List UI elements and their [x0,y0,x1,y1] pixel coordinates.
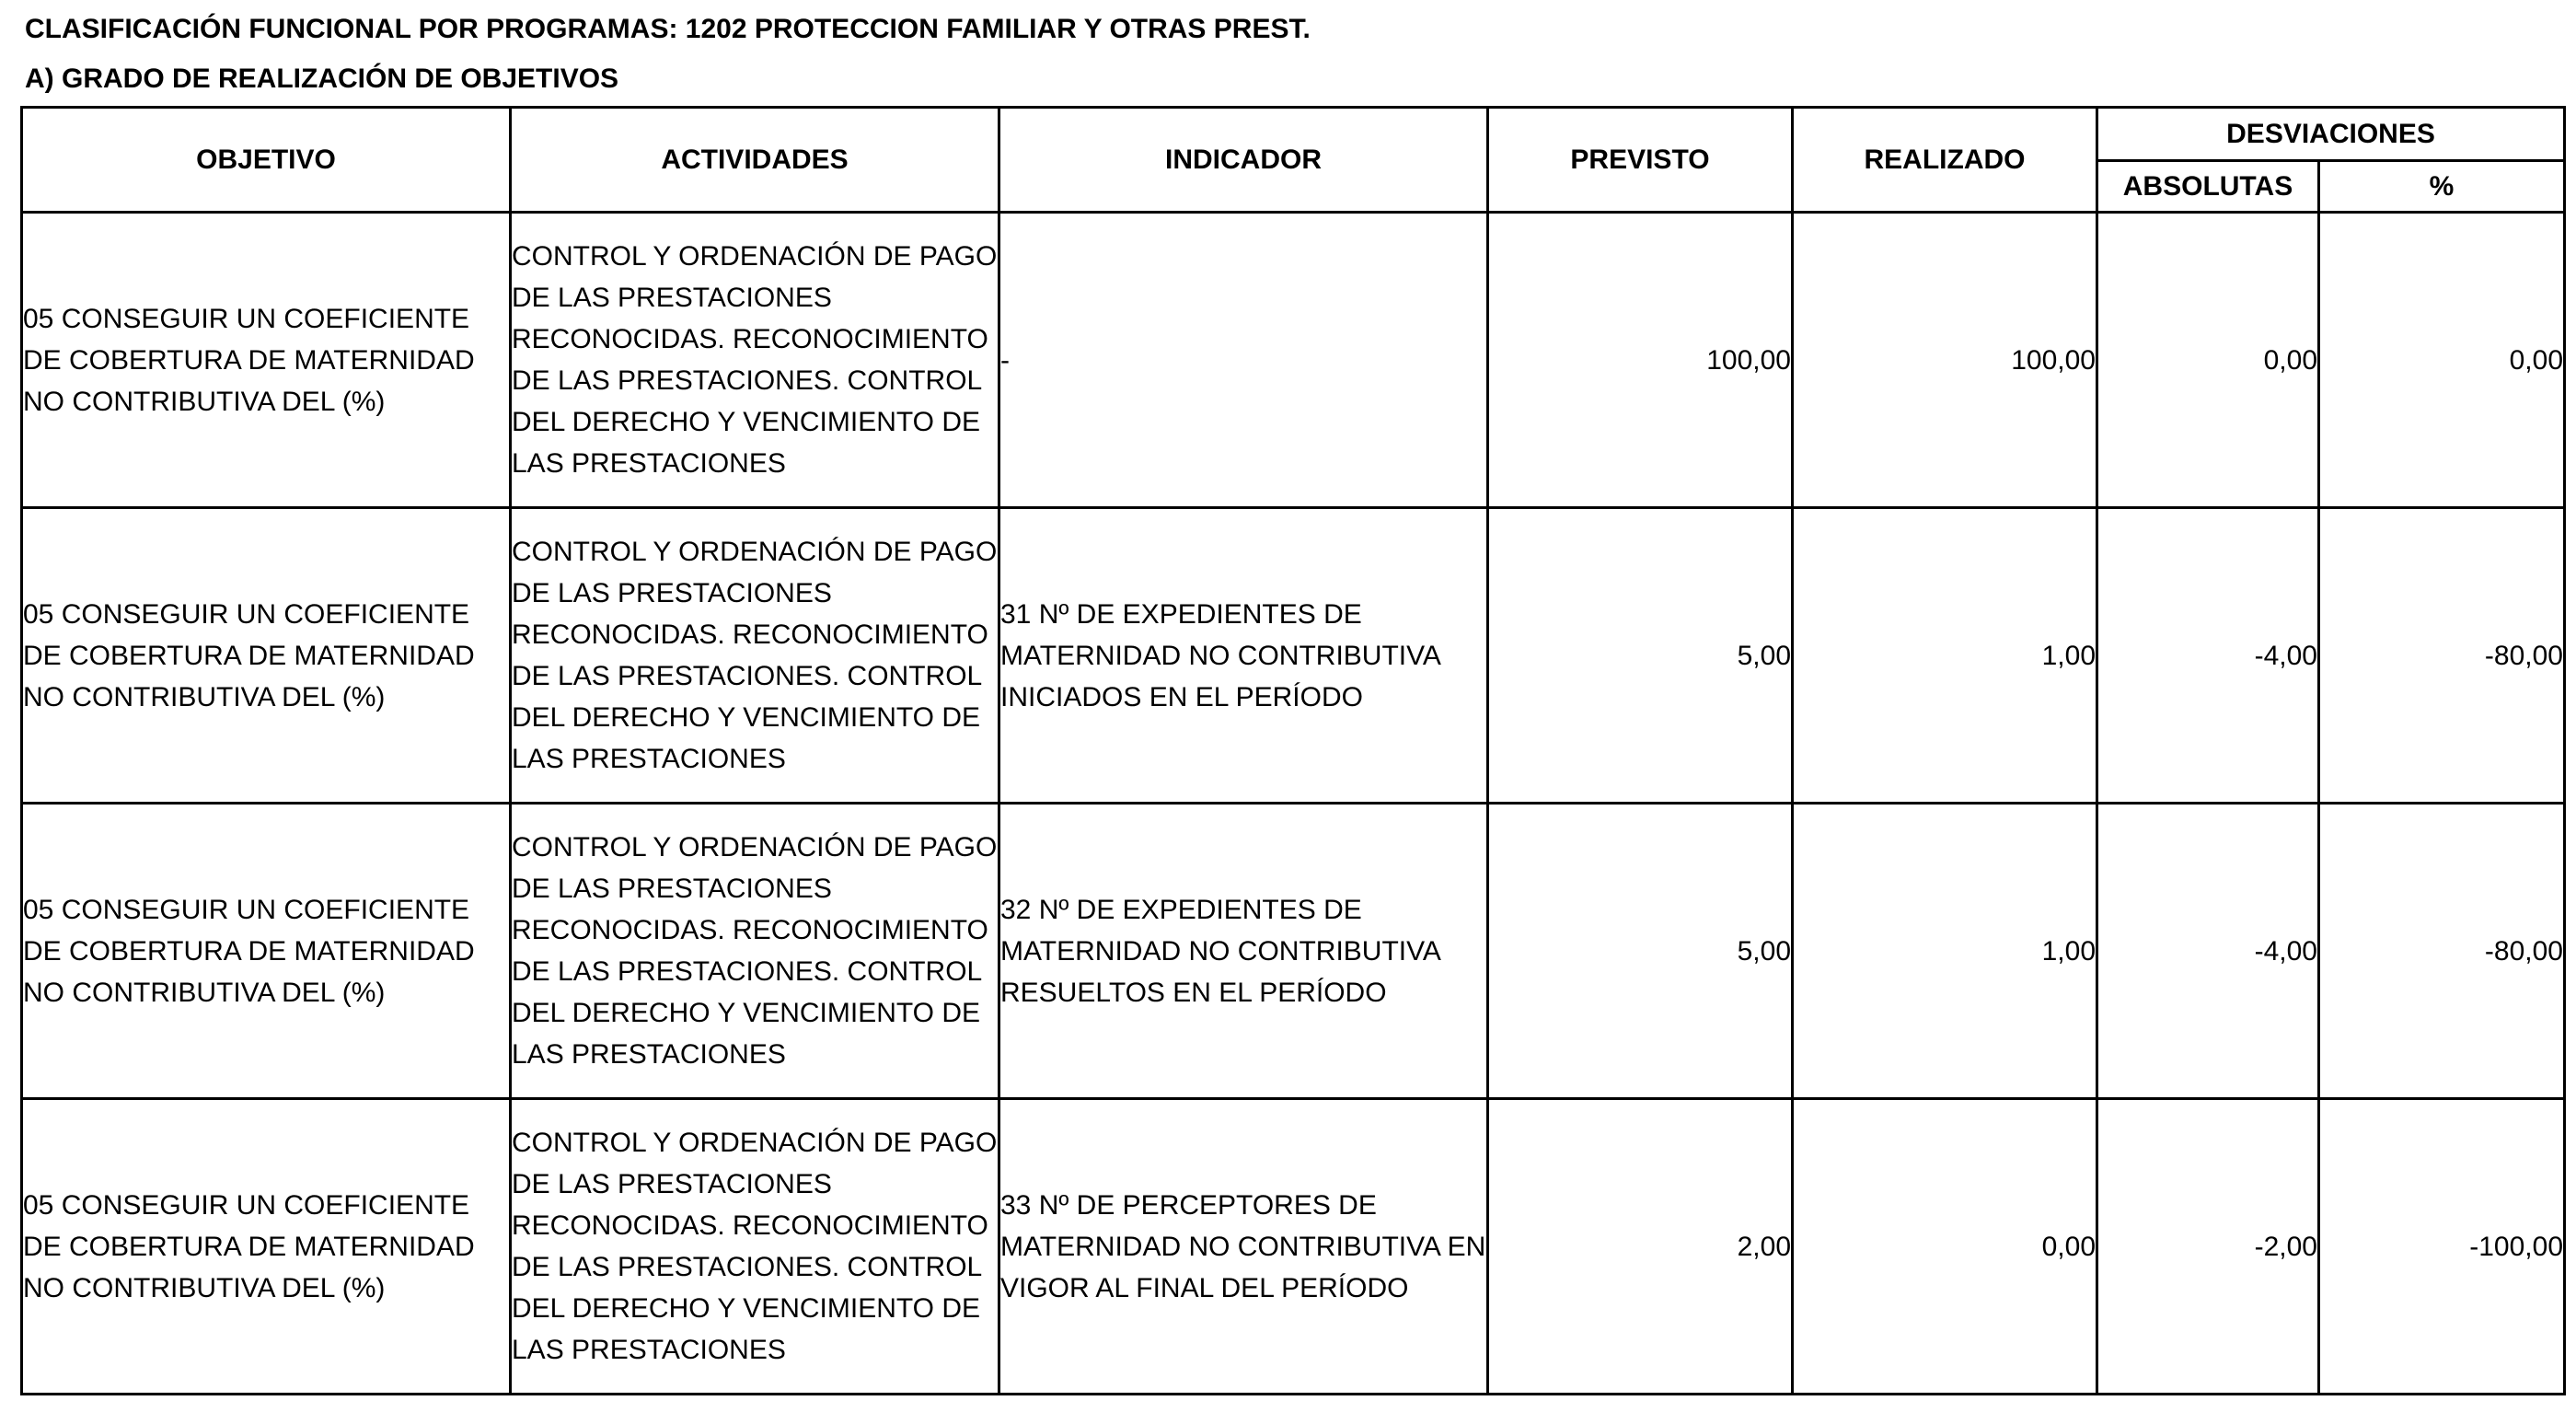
cell-percent: -80,00 [2319,804,2565,1099]
table-row [22,508,2565,804]
cell-objetivo: 05 CONSEGUIR UN COEFICIENTE DE COBERTURA DE MATERNIDAD NO CONTRIBUTIVA DEL (%) [22,1099,511,1395]
table-row [22,804,2565,1099]
cell-absolutas: -2,00 [2097,1099,2319,1395]
cell-objetivo: 05 CONSEGUIR UN COEFICIENTE DE COBERTURA DE MATERNIDAD NO CONTRIBUTIVA DEL (%) [22,213,511,508]
header-percent: % [2319,161,2565,213]
objectives-table [20,106,2566,1395]
header-actividades: ACTIVIDADES [511,108,999,213]
cell-previsto: 5,00 [1488,804,1793,1099]
cell-absolutas: -4,00 [2097,508,2319,804]
table-row [22,1099,2565,1395]
header-previsto: PREVISTO [1488,108,1793,213]
cell-realizado: 1,00 [1793,508,2097,804]
cell-previsto: 2,00 [1488,1099,1793,1395]
table-row [22,213,2565,508]
cell-actividades: CONTROL Y ORDENACIÓN DE PAGO DE LAS PRESTACIONES RECONOCIDAS. RECONOCIMIENTO DE LAS PRESTACIONES. CONTROL DEL DERECHO Y VENCIMIENTO DE LAS PRESTACIONES [511,508,999,804]
header-objetivo: OBJETIVO [22,108,511,213]
cell-realizado: 1,00 [1793,804,2097,1099]
cell-indicador: 32 Nº DE EXPEDIENTES DE MATERNIDAD NO CONTRIBUTIVA RESUELTOS EN EL PERÍODO [999,804,1488,1099]
cell-realizado: 100,00 [1793,213,2097,508]
header-indicador: INDICADOR [999,108,1488,213]
cell-indicador: - [999,213,1488,508]
cell-actividades: CONTROL Y ORDENACIÓN DE PAGO DE LAS PRESTACIONES RECONOCIDAS. RECONOCIMIENTO DE LAS PRESTACIONES. CONTROL DEL DERECHO Y VENCIMIENTO DE LAS PRESTACIONES [511,213,999,508]
cell-actividades: CONTROL Y ORDENACIÓN DE PAGO DE LAS PRESTACIONES RECONOCIDAS. RECONOCIMIENTO DE LAS PRESTACIONES. CONTROL DEL DERECHO Y VENCIMIENTO DE LAS PRESTACIONES [511,1099,999,1395]
cell-previsto: 5,00 [1488,508,1793,804]
page-title: CLASIFICACIÓN FUNCIONAL POR PROGRAMAS: 1202 PROTECCION FAMILIAR Y OTRAS PREST. [25,14,1311,44]
cell-percent: 0,00 [2319,213,2565,508]
cell-previsto: 100,00 [1488,213,1793,508]
cell-absolutas: -4,00 [2097,804,2319,1099]
cell-percent: -80,00 [2319,508,2565,804]
cell-absolutas: 0,00 [2097,213,2319,508]
header-desviaciones: DESVIACIONES [2097,108,2565,161]
cell-percent: -100,00 [2319,1099,2565,1395]
section-title: A) GRADO DE REALIZACIÓN DE OBJETIVOS [25,64,619,94]
cell-indicador: 33 Nº DE PERCEPTORES DE MATERNIDAD NO CONTRIBUTIVA EN VIGOR AL FINAL DEL PERÍODO [999,1099,1488,1395]
cell-objetivo: 05 CONSEGUIR UN COEFICIENTE DE COBERTURA DE MATERNIDAD NO CONTRIBUTIVA DEL (%) [22,804,511,1099]
cell-indicador: 31 Nº DE EXPEDIENTES DE MATERNIDAD NO CONTRIBUTIVA INICIADOS EN EL PERÍODO [999,508,1488,804]
cell-realizado: 0,00 [1793,1099,2097,1395]
cell-actividades: CONTROL Y ORDENACIÓN DE PAGO DE LAS PRESTACIONES RECONOCIDAS. RECONOCIMIENTO DE LAS PRESTACIONES. CONTROL DEL DERECHO Y VENCIMIENTO DE LAS PRESTACIONES [511,804,999,1099]
header-realizado: REALIZADO [1793,108,2097,213]
cell-objetivo: 05 CONSEGUIR UN COEFICIENTE DE COBERTURA DE MATERNIDAD NO CONTRIBUTIVA DEL (%) [22,508,511,804]
header-absolutas: ABSOLUTAS [2097,161,2319,213]
